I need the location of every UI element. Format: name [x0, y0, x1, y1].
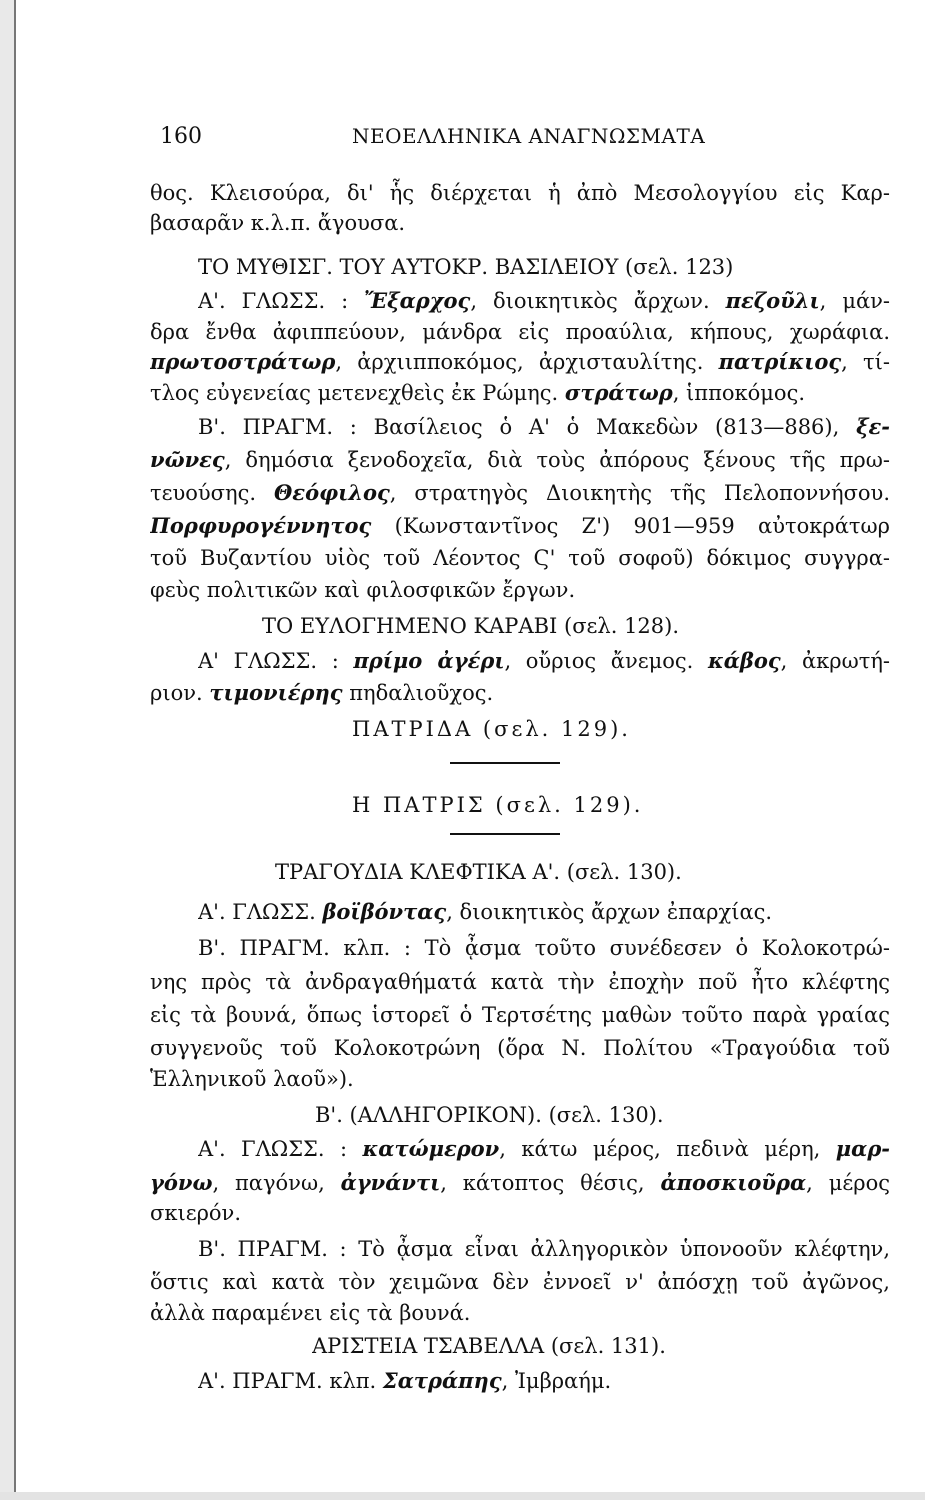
text-run: Α' ΓΛΩΣΣ. : — [198, 649, 354, 673]
section-heading — [198, 252, 858, 282]
text-line — [198, 933, 890, 963]
text-run: εἰς τὰ βουνά, ὅπως ἱστορεῖ ὁ Τερτσέτης μαθὼν τοῦτο παρὰ γραίας — [150, 1003, 890, 1027]
text-run: Α'. ΓΛΩΣΣ. : — [198, 289, 365, 313]
section-heading — [315, 1100, 875, 1130]
glossary-term: κατώμερον — [362, 1136, 500, 1161]
scan-border-bottom — [0, 1492, 925, 1500]
text-run: , διοικητικὸς ἄρχων ἐπαρχίας. — [446, 900, 773, 924]
text-run: Β'. ΠΡΑΓΜ. : Βασίλειος ὁ Α' ὁ Μακεδὼν (813—886), — [198, 415, 857, 439]
text-line — [150, 511, 890, 541]
text-line — [150, 1033, 890, 1063]
section-divider — [450, 762, 560, 764]
glossary-term: στράτωρ — [564, 380, 673, 405]
text-run: , κάτω μέρος, πεδινὰ μέρη, — [499, 1137, 836, 1161]
text-run: θος. Κλεισούρα, δι' ἧς διέρχεται ἡ ἀπὸ Μεσολογγίου εἰς Καρ- — [150, 181, 890, 205]
section-heading — [352, 790, 852, 820]
text-line — [150, 317, 890, 347]
text-run: , ἀρχιιπποκόμος, ἀρχισταυλίτης. — [335, 350, 719, 374]
text-run: Α'. ΓΛΩΣΣ. — [198, 900, 323, 924]
glossary-term: βοϊβόντας — [322, 899, 447, 924]
text-line — [150, 178, 890, 208]
text-run: , μέρος — [806, 1171, 890, 1195]
text-run: , διοικητικὸς ἄρχων. — [470, 289, 726, 313]
text-line — [150, 445, 890, 475]
glossary-term: τιμονιέρης — [209, 680, 343, 705]
text-line — [198, 1366, 890, 1396]
text-run: , ἀκρωτή- — [780, 649, 890, 673]
section-heading — [275, 857, 875, 887]
text-run: τοῦ Βυζαντίου υἱὸς τοῦ Λέοντος Ϛ' τοῦ σοφοῦ) δόκιμος συγγρα- — [150, 546, 890, 570]
text-run: , μάν- — [819, 289, 890, 313]
glossary-term: Ἔξαρχος — [364, 288, 471, 313]
text-line — [198, 897, 890, 927]
scan-border-left — [0, 0, 16, 1500]
running-title: ΝΕΟΕΛΛΗΝΙΚΑ ΑΝΑΓΝΩΣΜΑΤΑ — [352, 124, 706, 148]
text-line — [198, 646, 890, 676]
text-line — [150, 575, 890, 605]
heading-text: ΤΡΑΓΟΥΔΙΑ ΚΛΕΦΤΙΚΑ Α'. (σελ. 130). — [275, 860, 682, 884]
glossary-term: γόνω — [150, 1170, 213, 1195]
text-run: , παγόνω, — [212, 1171, 341, 1195]
text-run: Β'. ΠΡΑΓΜ. κλπ. : Τὸ ᾆσμα τοῦτο συνέδεσεν ὁ Κολοκοτρώ- — [198, 936, 890, 960]
text-run: συγγενοῦς τοῦ Κολοκοτρώνη (ὅρα Ν. Πολίτου «Τραγούδια τοῦ — [150, 1036, 890, 1060]
text-line — [198, 1234, 890, 1264]
text-line — [150, 1198, 890, 1228]
glossary-term: ξε- — [856, 414, 890, 439]
text-run: , Ἰμβραήμ. — [501, 1369, 612, 1393]
text-run: πηδαλιοῦχος. — [342, 681, 494, 705]
glossary-term: Πορφυρογέννητος — [150, 513, 372, 538]
glossary-term: Σατράπης — [382, 1368, 502, 1393]
text-run: Α'. ΓΛΩΣΣ. : — [198, 1137, 363, 1161]
text-line — [198, 412, 890, 442]
glossary-term: πρωτοστράτωρ — [150, 349, 336, 374]
text-line — [150, 208, 890, 238]
text-line — [150, 543, 890, 573]
text-run: , τί- — [841, 350, 890, 374]
text-run: σκιερόν. — [150, 1201, 242, 1225]
text-line — [150, 347, 890, 377]
glossary-term: πρίμο ἀγέρι — [353, 648, 505, 673]
text-run: τλος εὐγενείας μετενεχθεὶς ἐκ Ρώμης. — [150, 381, 565, 405]
text-run: , δημόσια ξενοδοχεῖα, διὰ τοὺς ἀπόρους ξένους τῆς πρω- — [224, 448, 890, 472]
text-run: Β'. ΠΡΑΓΜ. : Τὸ ᾆσμα εἶναι ἀλληγορικὸν ὑπονοοῦν κλέφτην, — [198, 1237, 890, 1261]
text-run: νης πρὸς τὰ ἀνδραγαθήματά κατὰ τὴν ἐποχὴν ποῦ ἦτο κλέφτης — [150, 970, 890, 994]
section-heading — [352, 714, 852, 744]
text-run: βασαρᾶν κ.λ.π. ἄγουσα. — [150, 211, 406, 235]
text-run: ριον. — [150, 681, 210, 705]
text-run: ὅστις καὶ κατὰ τὸν χειμῶνα δὲν ἐννοεῖ ν' ἀπόσχῃ τοῦ ἀγῶνος, — [150, 1270, 890, 1294]
text-line — [150, 1298, 890, 1328]
section-heading — [312, 1331, 872, 1361]
text-line — [150, 1267, 890, 1297]
page-number: 160 — [160, 124, 202, 149]
heading-text: ΤΟ ΕΥΛΟΓΗΜΕΝΟ ΚΑΡΑΒΙ (σελ. 128). — [262, 614, 680, 638]
text-line — [150, 1168, 890, 1198]
glossary-term: πατρίκιος — [718, 349, 842, 374]
text-line — [150, 678, 890, 708]
glossary-term: νῶνες — [150, 447, 225, 472]
glossary-term: ἀγνάντι — [340, 1170, 441, 1195]
text-run: τευούσης. — [150, 481, 275, 505]
glossary-term: ἀποσκιοῦρα — [660, 1170, 807, 1195]
text-run: ἀλλὰ παραμένει εἰς τὰ βουνά. — [150, 1301, 471, 1325]
page-header — [160, 124, 720, 154]
text-run: Α'. ΠΡΑΓΜ. κλπ. — [198, 1369, 383, 1393]
heading-text: Η ΠΑΤΡΙΣ (σελ. 129). — [352, 793, 644, 817]
text-run: , κάτοπτος θέσις, — [440, 1171, 661, 1195]
text-run: Ἑλληνικοῦ λαοῦ»). — [150, 1067, 354, 1091]
text-line — [198, 286, 890, 316]
text-line — [198, 1134, 890, 1164]
text-run: (Κωνσταντῖνος Ζ') 901—959 αὐτοκράτωρ — [371, 514, 890, 538]
text-line — [150, 478, 890, 508]
text-run: φεὺς πολιτικῶν καὶ φιλοσφικῶν ἔργων. — [150, 578, 576, 602]
glossary-term: κάβος — [708, 648, 781, 673]
section-heading — [262, 611, 862, 641]
text-run: , ἱπποκόμος. — [672, 381, 806, 405]
heading-text: ΤΟ ΜΥΘΙΣΓ. ΤΟΥ ΑΥΤΟΚΡ. ΒΑΣΙΛΕΙΟΥ (σελ. 123) — [198, 255, 734, 279]
heading-text: ΠΑΤΡΙΔΑ (σελ. 129). — [352, 717, 631, 741]
section-divider — [450, 833, 560, 835]
glossary-term: πεζοῦλι — [725, 288, 820, 313]
text-line — [150, 967, 890, 997]
text-run: δρα ἔνθα ἀφιππεύουν, μάνδρα εἰς προαύλια, κήπους, χωράφια. — [150, 320, 890, 344]
text-line — [150, 1064, 890, 1094]
glossary-term: μαρ- — [835, 1136, 890, 1161]
glossary-term: Θεόφιλος — [274, 480, 390, 505]
heading-text: Β'. (ΑΛΛΗΓΟΡΙΚΟΝ). (σελ. 130). — [315, 1103, 664, 1127]
text-run: , στρατηγὸς Διοικητὴς τῆς Πελοποννήσου. — [389, 481, 890, 505]
text-line — [150, 378, 890, 408]
heading-text: ΑΡΙΣΤΕΙΑ ΤΣΑΒΕΛΛΑ (σελ. 131). — [312, 1334, 666, 1358]
text-run: , οὔριος ἄνεμος. — [504, 649, 708, 673]
text-line — [150, 1000, 890, 1030]
